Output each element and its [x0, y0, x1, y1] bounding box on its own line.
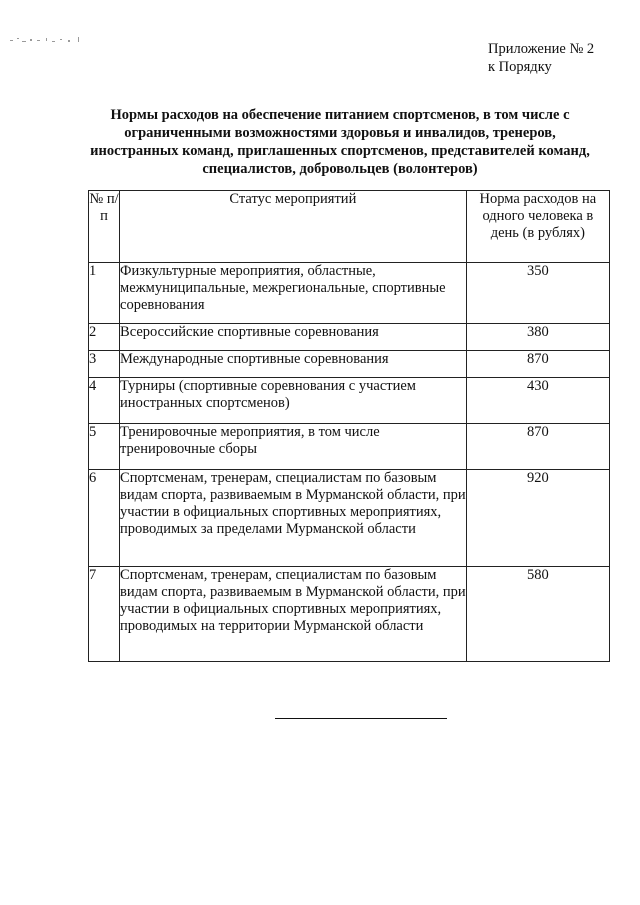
row-number: 2: [89, 324, 120, 351]
row-status: Физкультурные мероприятия, областные, межмуниципальные, межрегиональные, спортивные соревнования: [120, 263, 467, 324]
row-number: 1: [89, 263, 120, 324]
appendix-note: [488, 40, 594, 76]
row-number: 5: [89, 424, 120, 470]
row-norm: 920: [466, 470, 609, 567]
row-norm: 870: [466, 424, 609, 470]
closing-line: [275, 718, 447, 719]
row-status: Всероссийские спортивные соревнования: [120, 324, 467, 351]
row-number: 7: [89, 567, 120, 662]
row-status: Тренировочные мероприятия, в том числе тренировочные сборы: [120, 424, 467, 470]
header-status: Статус мероприятий: [120, 191, 467, 263]
scan-specks: [8, 34, 88, 48]
row-norm: 580: [466, 567, 609, 662]
norms-table: [88, 190, 610, 662]
row-status: Международные спортивные соревнования: [120, 351, 467, 378]
header-norm: Норма расходов на одного человека в день (в рублях): [466, 191, 609, 263]
table-header-row: [89, 191, 610, 263]
row-status: Спортсменам, тренерам, специалистам по базовым видам спорта, развиваемым в Мурманской области, при участии в официальных спортивных мероприятиях, проводимых за пределами Мурманской области: [120, 470, 467, 567]
header-number: № п/п: [89, 191, 120, 263]
row-number: 3: [89, 351, 120, 378]
table-row: [89, 324, 610, 351]
table-row: [89, 470, 610, 567]
row-number: 6: [89, 470, 120, 567]
row-norm: 350: [466, 263, 609, 324]
table-row: [89, 263, 610, 324]
table-row: [89, 424, 610, 470]
row-norm: 870: [466, 351, 609, 378]
table-row: [89, 567, 610, 662]
appendix-line-2: к Порядку: [488, 59, 552, 75]
row-number: 4: [89, 378, 120, 424]
row-norm: 430: [466, 378, 609, 424]
table-row: [89, 378, 610, 424]
row-status: Турниры (спортивные соревнования с участием иностранных спортсменов): [120, 378, 467, 424]
row-norm: 380: [466, 324, 609, 351]
appendix-line-1: Приложение № 2: [488, 41, 595, 57]
document-title: Нормы расходов на обеспечение питанием спортсменов, в том числе с ограниченными возможностями здоровья и инвалидов, тренеров, иностранных команд, приглашенных спортсменов, представителей команд, специалистов, добровольцев (волонтеров): [90, 107, 590, 177]
row-status: Спортсменам, тренерам, специалистам по базовым видам спорта, развиваемым в Мурманской области, при участии в официальных спортивных мероприятиях, проводимых на территории Мурманской области: [120, 567, 467, 662]
table-row: [89, 351, 610, 378]
